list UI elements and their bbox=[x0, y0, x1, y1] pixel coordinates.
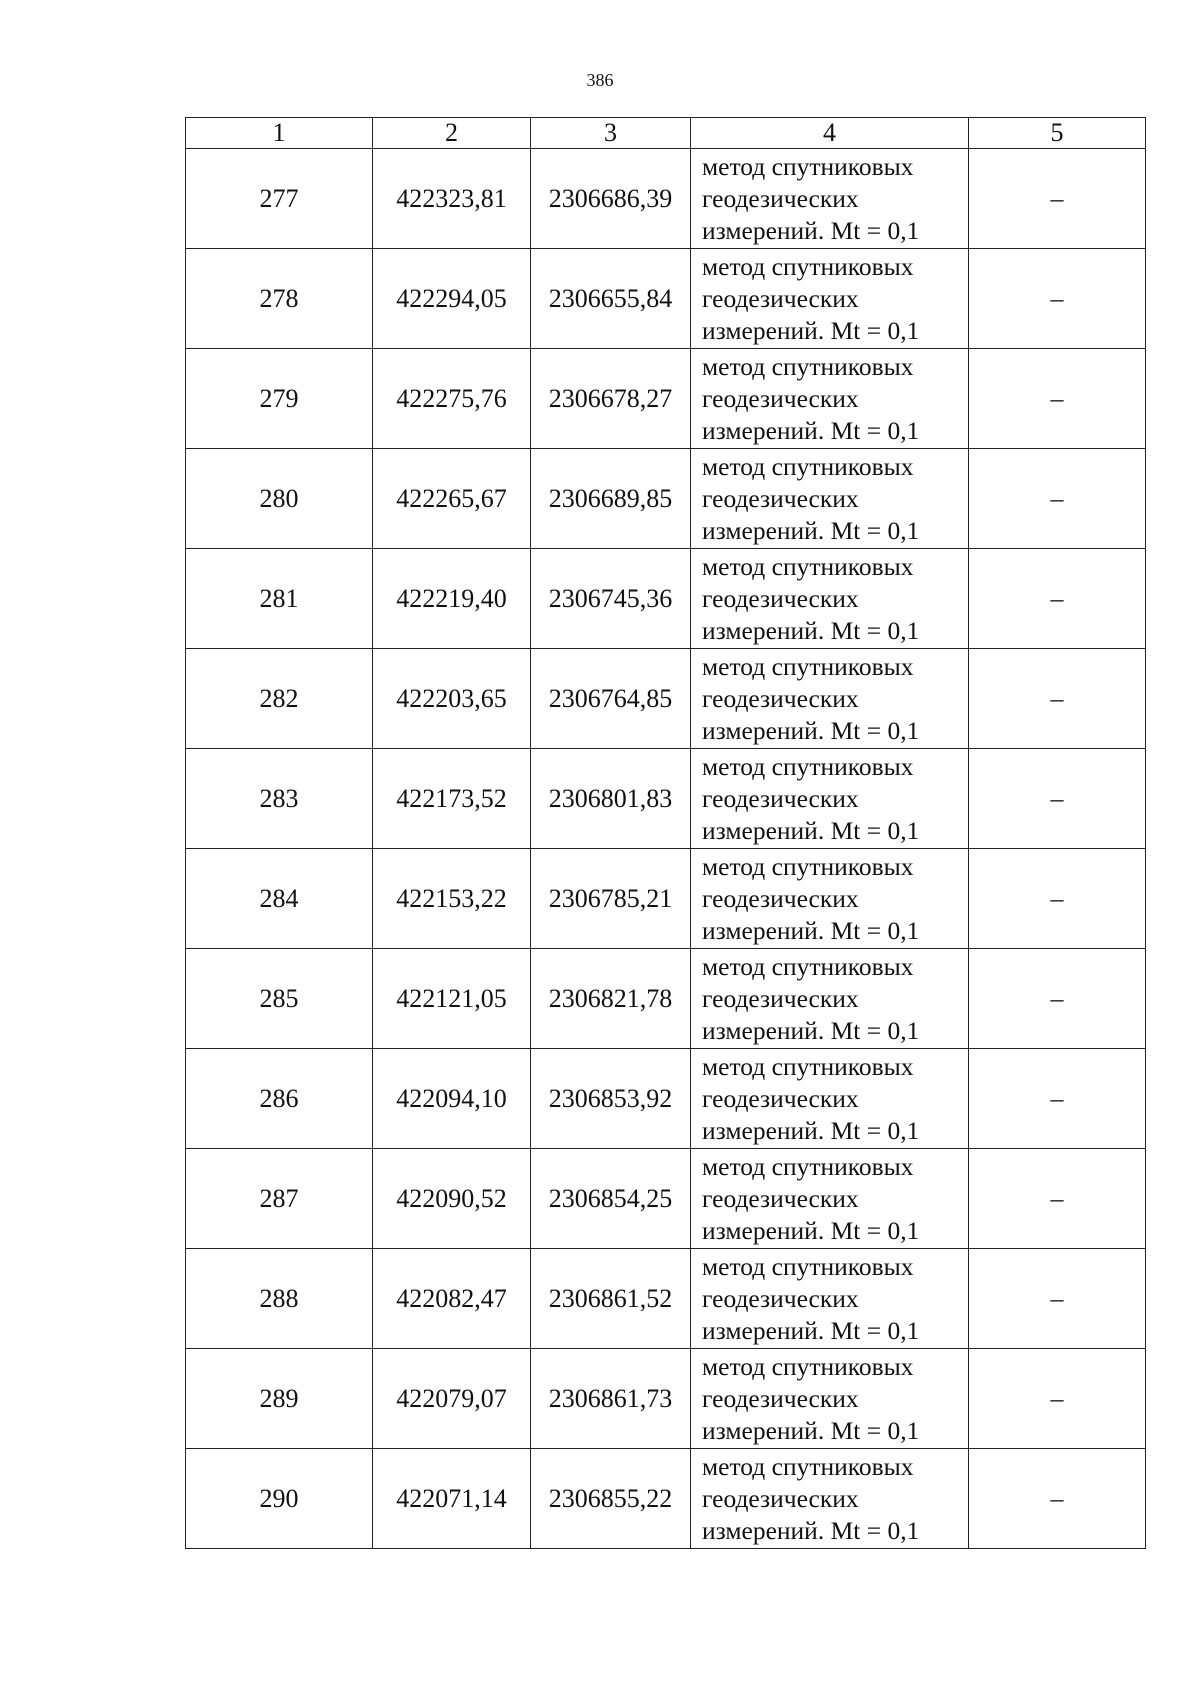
y-coordinate-cell: 2306678,27 bbox=[531, 349, 691, 449]
x-coordinate-cell: 422294,05 bbox=[373, 249, 531, 349]
y-coordinate-cell: 2306854,25 bbox=[531, 1149, 691, 1249]
table-header-row bbox=[186, 118, 1146, 149]
method-line: измерений. Mt = 0,1 bbox=[702, 1315, 920, 1345]
point-number-cell: 279 bbox=[186, 349, 373, 449]
method-line: измерений. Mt = 0,1 bbox=[702, 615, 920, 645]
method-line: геодезических bbox=[702, 483, 859, 513]
note-cell: – bbox=[969, 249, 1146, 349]
method-line: измерений. Mt = 0,1 bbox=[702, 715, 920, 745]
point-number-cell: 288 bbox=[186, 1249, 373, 1349]
method-cell bbox=[691, 849, 969, 949]
method-line: метод спутниковых bbox=[702, 451, 914, 481]
x-coordinate-cell: 422219,40 bbox=[373, 549, 531, 649]
point-number-cell: 277 bbox=[186, 149, 373, 249]
y-coordinate-cell: 2306785,21 bbox=[531, 849, 691, 949]
x-coordinate-cell: 422153,22 bbox=[373, 849, 531, 949]
page-number: 386 bbox=[586, 70, 614, 90]
point-number-cell: 281 bbox=[186, 549, 373, 649]
table-row bbox=[186, 1049, 1146, 1149]
y-coordinate-cell: 2306745,36 bbox=[531, 549, 691, 649]
y-coordinate-cell: 2306861,73 bbox=[531, 1349, 691, 1449]
y-coordinate-cell: 2306655,84 bbox=[531, 249, 691, 349]
note-cell: – bbox=[969, 749, 1146, 849]
method-line: геодезических bbox=[702, 883, 859, 913]
method-line: геодезических bbox=[702, 1283, 859, 1313]
x-coordinate-cell: 422082,47 bbox=[373, 1249, 531, 1349]
note-cell: – bbox=[969, 1249, 1146, 1349]
note-cell: – bbox=[969, 1049, 1146, 1149]
method-line: геодезических bbox=[702, 683, 859, 713]
method-line: измерений. Mt = 0,1 bbox=[702, 1515, 920, 1545]
method-line: измерений. Mt = 0,1 bbox=[702, 215, 920, 245]
method-line: метод спутниковых bbox=[702, 1251, 914, 1281]
table-row bbox=[186, 1449, 1146, 1549]
note-cell: – bbox=[969, 1449, 1146, 1549]
coordinates-table bbox=[185, 117, 1146, 1549]
method-line: геодезических bbox=[702, 1483, 859, 1513]
method-line: метод спутниковых bbox=[702, 1351, 914, 1381]
note-cell: – bbox=[969, 449, 1146, 549]
method-cell bbox=[691, 1049, 969, 1149]
column-header-4: 4 bbox=[691, 118, 969, 149]
method-cell bbox=[691, 549, 969, 649]
method-line: метод спутниковых bbox=[702, 551, 914, 581]
method-cell bbox=[691, 1249, 969, 1349]
y-coordinate-cell: 2306801,83 bbox=[531, 749, 691, 849]
method-line: измерений. Mt = 0,1 bbox=[702, 815, 920, 845]
table-row bbox=[186, 849, 1146, 949]
table-row bbox=[186, 1249, 1146, 1349]
method-line: геодезических bbox=[702, 183, 859, 213]
method-cell bbox=[691, 349, 969, 449]
table-row bbox=[186, 549, 1146, 649]
method-line: геодезических bbox=[702, 1183, 859, 1213]
point-number-cell: 278 bbox=[186, 249, 373, 349]
table-row bbox=[186, 949, 1146, 1049]
method-line: метод спутниковых bbox=[702, 251, 914, 281]
table-body bbox=[186, 149, 1146, 1549]
method-line: измерений. Mt = 0,1 bbox=[702, 415, 920, 445]
method-line: измерений. Mt = 0,1 bbox=[702, 515, 920, 545]
x-coordinate-cell: 422275,76 bbox=[373, 349, 531, 449]
method-cell bbox=[691, 449, 969, 549]
method-line: метод спутниковых bbox=[702, 151, 914, 181]
method-line: метод спутниковых bbox=[702, 1051, 914, 1081]
method-cell bbox=[691, 649, 969, 749]
y-coordinate-cell: 2306821,78 bbox=[531, 949, 691, 1049]
table-row bbox=[186, 1349, 1146, 1449]
x-coordinate-cell: 422265,67 bbox=[373, 449, 531, 549]
table-row bbox=[186, 249, 1146, 349]
column-header-1: 1 bbox=[186, 118, 373, 149]
point-number-cell: 283 bbox=[186, 749, 373, 849]
note-cell: – bbox=[969, 149, 1146, 249]
column-header-3: 3 bbox=[531, 118, 691, 149]
method-line: геодезических bbox=[702, 783, 859, 813]
note-cell: – bbox=[969, 349, 1146, 449]
y-coordinate-cell: 2306861,52 bbox=[531, 1249, 691, 1349]
method-cell bbox=[691, 1149, 969, 1249]
method-line: метод спутниковых bbox=[702, 1451, 914, 1481]
note-cell: – bbox=[969, 849, 1146, 949]
x-coordinate-cell: 422079,07 bbox=[373, 1349, 531, 1449]
method-cell bbox=[691, 749, 969, 849]
x-coordinate-cell: 422173,52 bbox=[373, 749, 531, 849]
point-number-cell: 289 bbox=[186, 1349, 373, 1449]
x-coordinate-cell: 422094,10 bbox=[373, 1049, 531, 1149]
table-row bbox=[186, 1149, 1146, 1249]
x-coordinate-cell: 422203,65 bbox=[373, 649, 531, 749]
method-line: измерений. Mt = 0,1 bbox=[702, 1115, 920, 1145]
method-line: измерений. Mt = 0,1 bbox=[702, 315, 920, 345]
method-line: измерений. Mt = 0,1 bbox=[702, 1015, 920, 1045]
method-line: метод спутниковых bbox=[702, 651, 914, 681]
method-line: измерений. Mt = 0,1 bbox=[702, 1215, 920, 1245]
method-line: метод спутниковых bbox=[702, 351, 914, 381]
method-line: геодезических bbox=[702, 383, 859, 413]
note-cell: – bbox=[969, 549, 1146, 649]
method-cell bbox=[691, 949, 969, 1049]
column-header-5: 5 bbox=[969, 118, 1146, 149]
y-coordinate-cell: 2306764,85 bbox=[531, 649, 691, 749]
y-coordinate-cell: 2306855,22 bbox=[531, 1449, 691, 1549]
method-line: метод спутниковых bbox=[702, 1151, 914, 1181]
method-line: измерений. Mt = 0,1 bbox=[702, 1415, 920, 1445]
method-line: метод спутниковых bbox=[702, 851, 914, 881]
y-coordinate-cell: 2306686,39 bbox=[531, 149, 691, 249]
table-row bbox=[186, 349, 1146, 449]
note-cell: – bbox=[969, 1149, 1146, 1249]
method-line: геодезических bbox=[702, 1083, 859, 1113]
method-cell bbox=[691, 1449, 969, 1549]
point-number-cell: 282 bbox=[186, 649, 373, 749]
column-header-2: 2 bbox=[373, 118, 531, 149]
x-coordinate-cell: 422090,52 bbox=[373, 1149, 531, 1249]
y-coordinate-cell: 2306853,92 bbox=[531, 1049, 691, 1149]
method-line: измерений. Mt = 0,1 bbox=[702, 915, 920, 945]
table-row bbox=[186, 149, 1146, 249]
method-line: метод спутниковых bbox=[702, 951, 914, 981]
method-cell bbox=[691, 149, 969, 249]
x-coordinate-cell: 422071,14 bbox=[373, 1449, 531, 1549]
point-number-cell: 284 bbox=[186, 849, 373, 949]
point-number-cell: 280 bbox=[186, 449, 373, 549]
method-cell bbox=[691, 1349, 969, 1449]
point-number-cell: 290 bbox=[186, 1449, 373, 1549]
method-cell bbox=[691, 249, 969, 349]
point-number-cell: 286 bbox=[186, 1049, 373, 1149]
x-coordinate-cell: 422323,81 bbox=[373, 149, 531, 249]
note-cell: – bbox=[969, 649, 1146, 749]
point-number-cell: 287 bbox=[186, 1149, 373, 1249]
method-line: метод спутниковых bbox=[702, 751, 914, 781]
table-row bbox=[186, 749, 1146, 849]
method-line: геодезических bbox=[702, 583, 859, 613]
point-number-cell: 285 bbox=[186, 949, 373, 1049]
method-line: геодезических bbox=[702, 983, 859, 1013]
note-cell: – bbox=[969, 949, 1146, 1049]
note-cell: – bbox=[969, 1349, 1146, 1449]
method-line: геодезических bbox=[702, 283, 859, 313]
table-row bbox=[186, 449, 1146, 549]
method-line: геодезических bbox=[702, 1383, 859, 1413]
x-coordinate-cell: 422121,05 bbox=[373, 949, 531, 1049]
table-row bbox=[186, 649, 1146, 749]
y-coordinate-cell: 2306689,85 bbox=[531, 449, 691, 549]
